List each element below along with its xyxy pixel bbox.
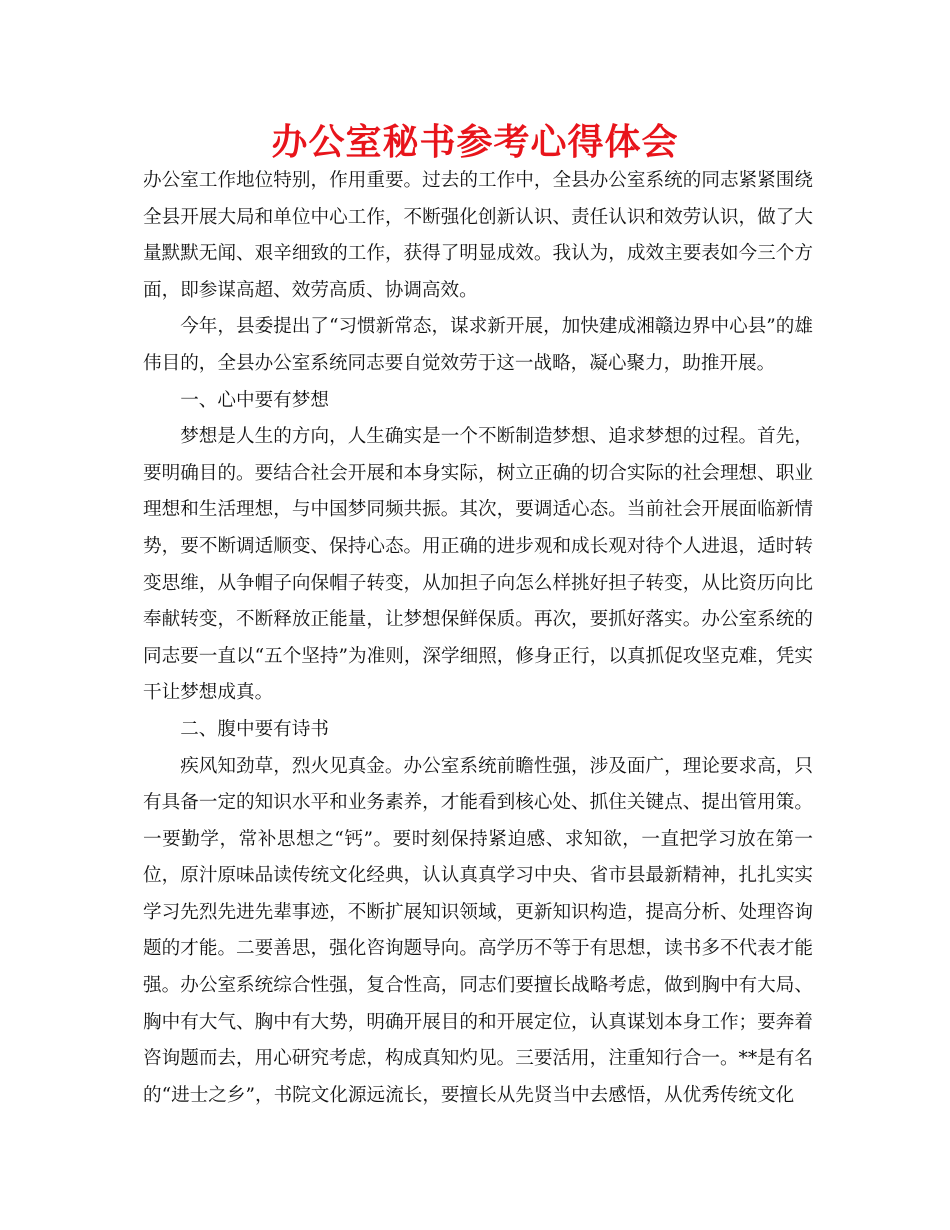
document-body — [143, 163, 813, 1114]
paragraph-study: 疾风知劲草，烈火见真金。办公室系统前瞻性强，涉及面广，理论要求高，只有具备一定的知识水平和业务素养，才能看到核心处、抓住关键点、提出管用策。一要勤学，常补思想之“钙”。要时刻保持紧迫感、求知欲，一直把学习放在第一位，原汁原味品读传统文化经典，认认真真学习中央、省市县最新精神，扎扎实实学习先烈先进先辈事迹，不断扩展知识领域，更新知识构造，提高分析、处理咨询题的才能。二要善思，强化咨询题导向。高学历不等于有思想，读书多不代表才能强。办公室系统综合性强，复合性高，同志们要擅长战略考虑，做到胸中有大局、胸中有大气、胸中有大势，明确开展目的和开展定位，认真谋划本身工作；要奔着咨询题而去，用心研究考虑，构成真知灼见。三要活用，注重知行合一。**是有名的“进士之乡”，书院文化源远流长，要擅长从先贤当中去感悟，从优秀传统文化 — [143, 755, 813, 1106]
section-heading-1: 一、心中要有梦想 — [180, 389, 329, 411]
paragraph-dream: 梦想是人生的方向，人生确实是一个不断制造梦想、追求梦想的过程。首先，要明确目的。要结合社会开展和本身实际，树立正确的切合实际的社会理想、职业理想和生活理想，与中国梦同频共振。其次，要调适心态。当前社会开展面临新情势，要不断调适顺变、保持心态。用正确的进步观和成长观对待个人进退，适时转变思维，从争帽子向保帽子转变，从加担子向怎么样挑好担子转变，从比资历向比奉献转变，不断释放正能量，让梦想保鲜保质。再次，要抓好落实。办公室系统的同志要一直以“五个坚持”为准则，深学细照，修身正行，以真抓促攻坚克难，凭实干让梦想成真。 — [143, 426, 813, 704]
paragraph-goal: 今年，县委提出了“习惯新常态，谋求新开展，加快建成湘赣边界中心县”的雄伟目的，全县办公室系统同志要自觉效劳于这一战略，凝心聚力，助推开展。 — [143, 316, 813, 374]
section-heading-2: 二、腹中要有诗书 — [180, 718, 329, 740]
paragraph-intro: 办公室工作地位特别，作用重要。过去的工作中，全县办公室系统的同志紧紧围绕全县开展大局和单位中心工作，不断强化创新认识、责任认识和效劳认识，做了大量默默无闻、艰辛细致的工作，获得了明显成效。我认为，成效主要表如今三个方面，即参谋高超、效劳高质、协调高效。 — [143, 170, 813, 301]
document-title: 办公室秘书参考心得体会 — [271, 122, 679, 163]
